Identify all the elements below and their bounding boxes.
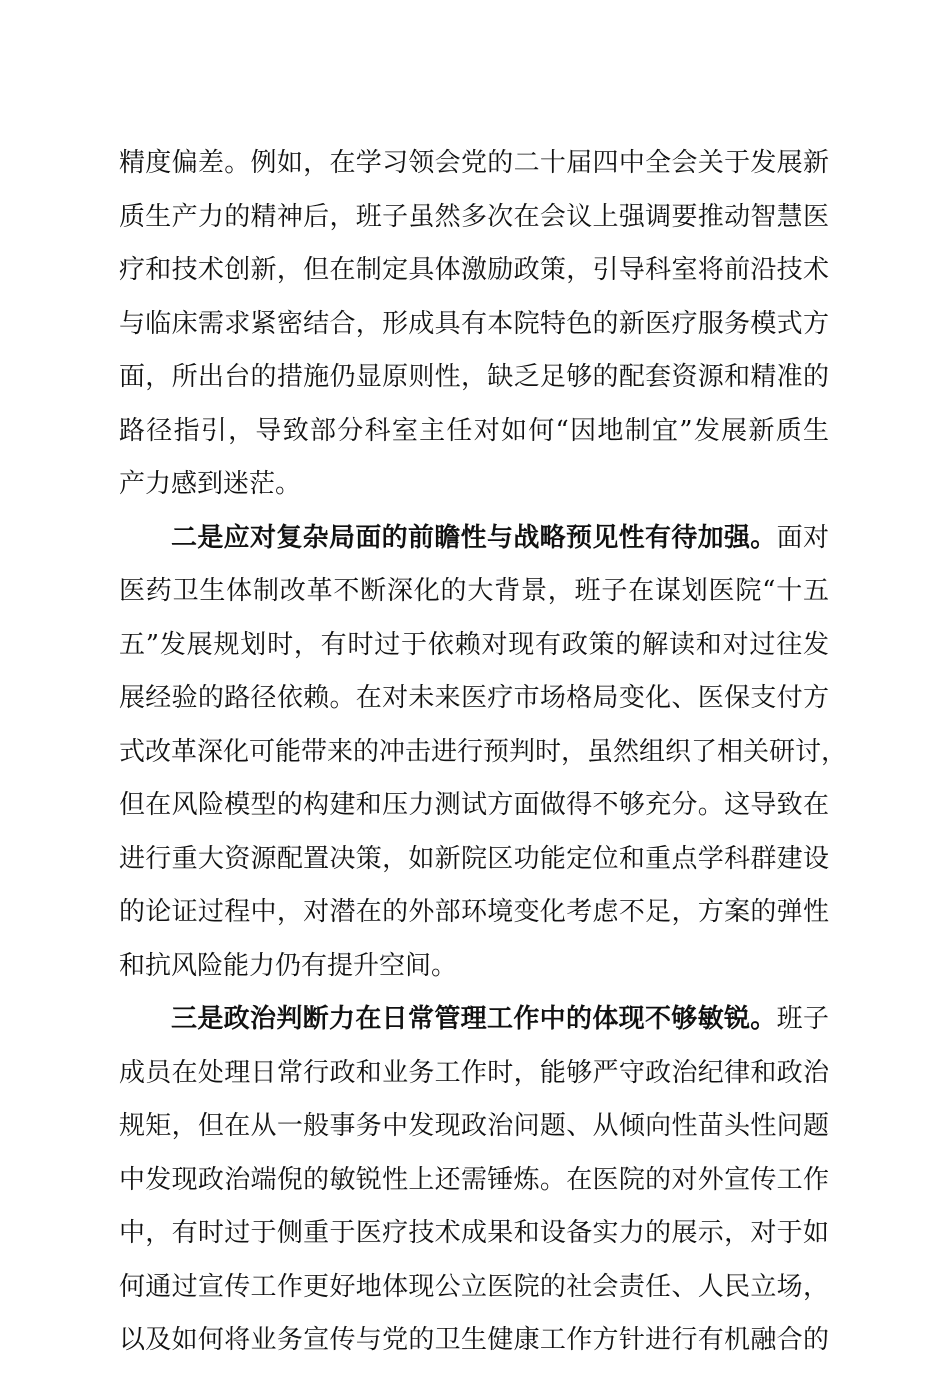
heading-trailing-text: 面对 [776,522,829,553]
text-line: 以及如何将业务宣传与党的卫生健康工作方针进行有机融合的 [119,1325,829,1355]
text-line: 和抗风险能力仍有提升空间。 [119,950,458,981]
text-line: 规矩，但在从一般事务中发现政治问题、从倾向性苗头性问题 [119,1111,829,1141]
paragraph-heading: 二是应对复杂局面的前瞻性与战略预见性有待加强。 [171,522,777,553]
text-line: 中发现政治端倪的敏锐性上还需锤炼。在医院的对外宣传工作 [119,1164,829,1195]
text-line: 与临床需求紧密结合，形成具有本院特色的新医疗服务模式方 [119,308,829,339]
paragraph-2 [119,517,848,999]
text-line: 进行重大资源配置决策，如新院区功能定位和重点学科群建设 [119,843,829,874]
document-body [119,142,848,1373]
text-line: 但在风险模型的构建和压力测试方面做得不够充分。这导致在 [119,790,829,820]
text-line: 产力感到迷茫。 [119,469,302,499]
paragraph-3 [119,998,829,1373]
paragraph-1 [119,142,829,517]
text-line: 面，所出台的措施仍显原则性，缺乏足够的配套资源和精准的 [119,362,829,392]
paragraph-heading: 三是政治判断力在日常管理工作中的体现不够敏锐。 [171,1004,777,1034]
text-line: 中，有时过于侧重于医疗技术成果和设备实力的展示，对于如 [119,1218,829,1248]
text-line: 式改革深化可能带来的冲击进行预判时，虽然组织了相关研讨， [119,736,848,767]
paragraph-first-line [119,517,829,571]
text-line: 路径指引，导致部分科室主任对如何“因地制宜”发展新质生 [119,415,829,446]
text-line: 质生产力的精神后，班子虽然多次在会议上强调要推动智慧医 [119,201,829,232]
text-line: 五”发展规划时，有时过于依赖对现有政策的解读和对过往发 [119,629,829,660]
text-line: 医药卫生体制改革不断深化的大背景，班子在谋划医院“十五 [119,576,829,606]
text-line: 何通过宣传工作更好地体现公立医院的社会责任、人民立场， [119,1271,829,1302]
heading-trailing-text: 班子 [776,1004,829,1034]
text-line: 精度偏差。例如，在学习领会党的二十届四中全会关于发展新 [119,148,829,178]
text-line: 的论证过程中，对潜在的外部环境变化考虑不足，方案的弹性 [119,897,829,927]
paragraph-first-line [119,998,829,1052]
text-line: 成员在处理日常行政和业务工作时，能够严守政治纪律和政治 [119,1057,829,1088]
text-line: 疗和技术创新，但在制定具体激励政策，引导科室将前沿技术 [119,255,829,285]
text-line: 展经验的路径依赖。在对未来医疗市场格局变化、医保支付方 [119,683,829,713]
